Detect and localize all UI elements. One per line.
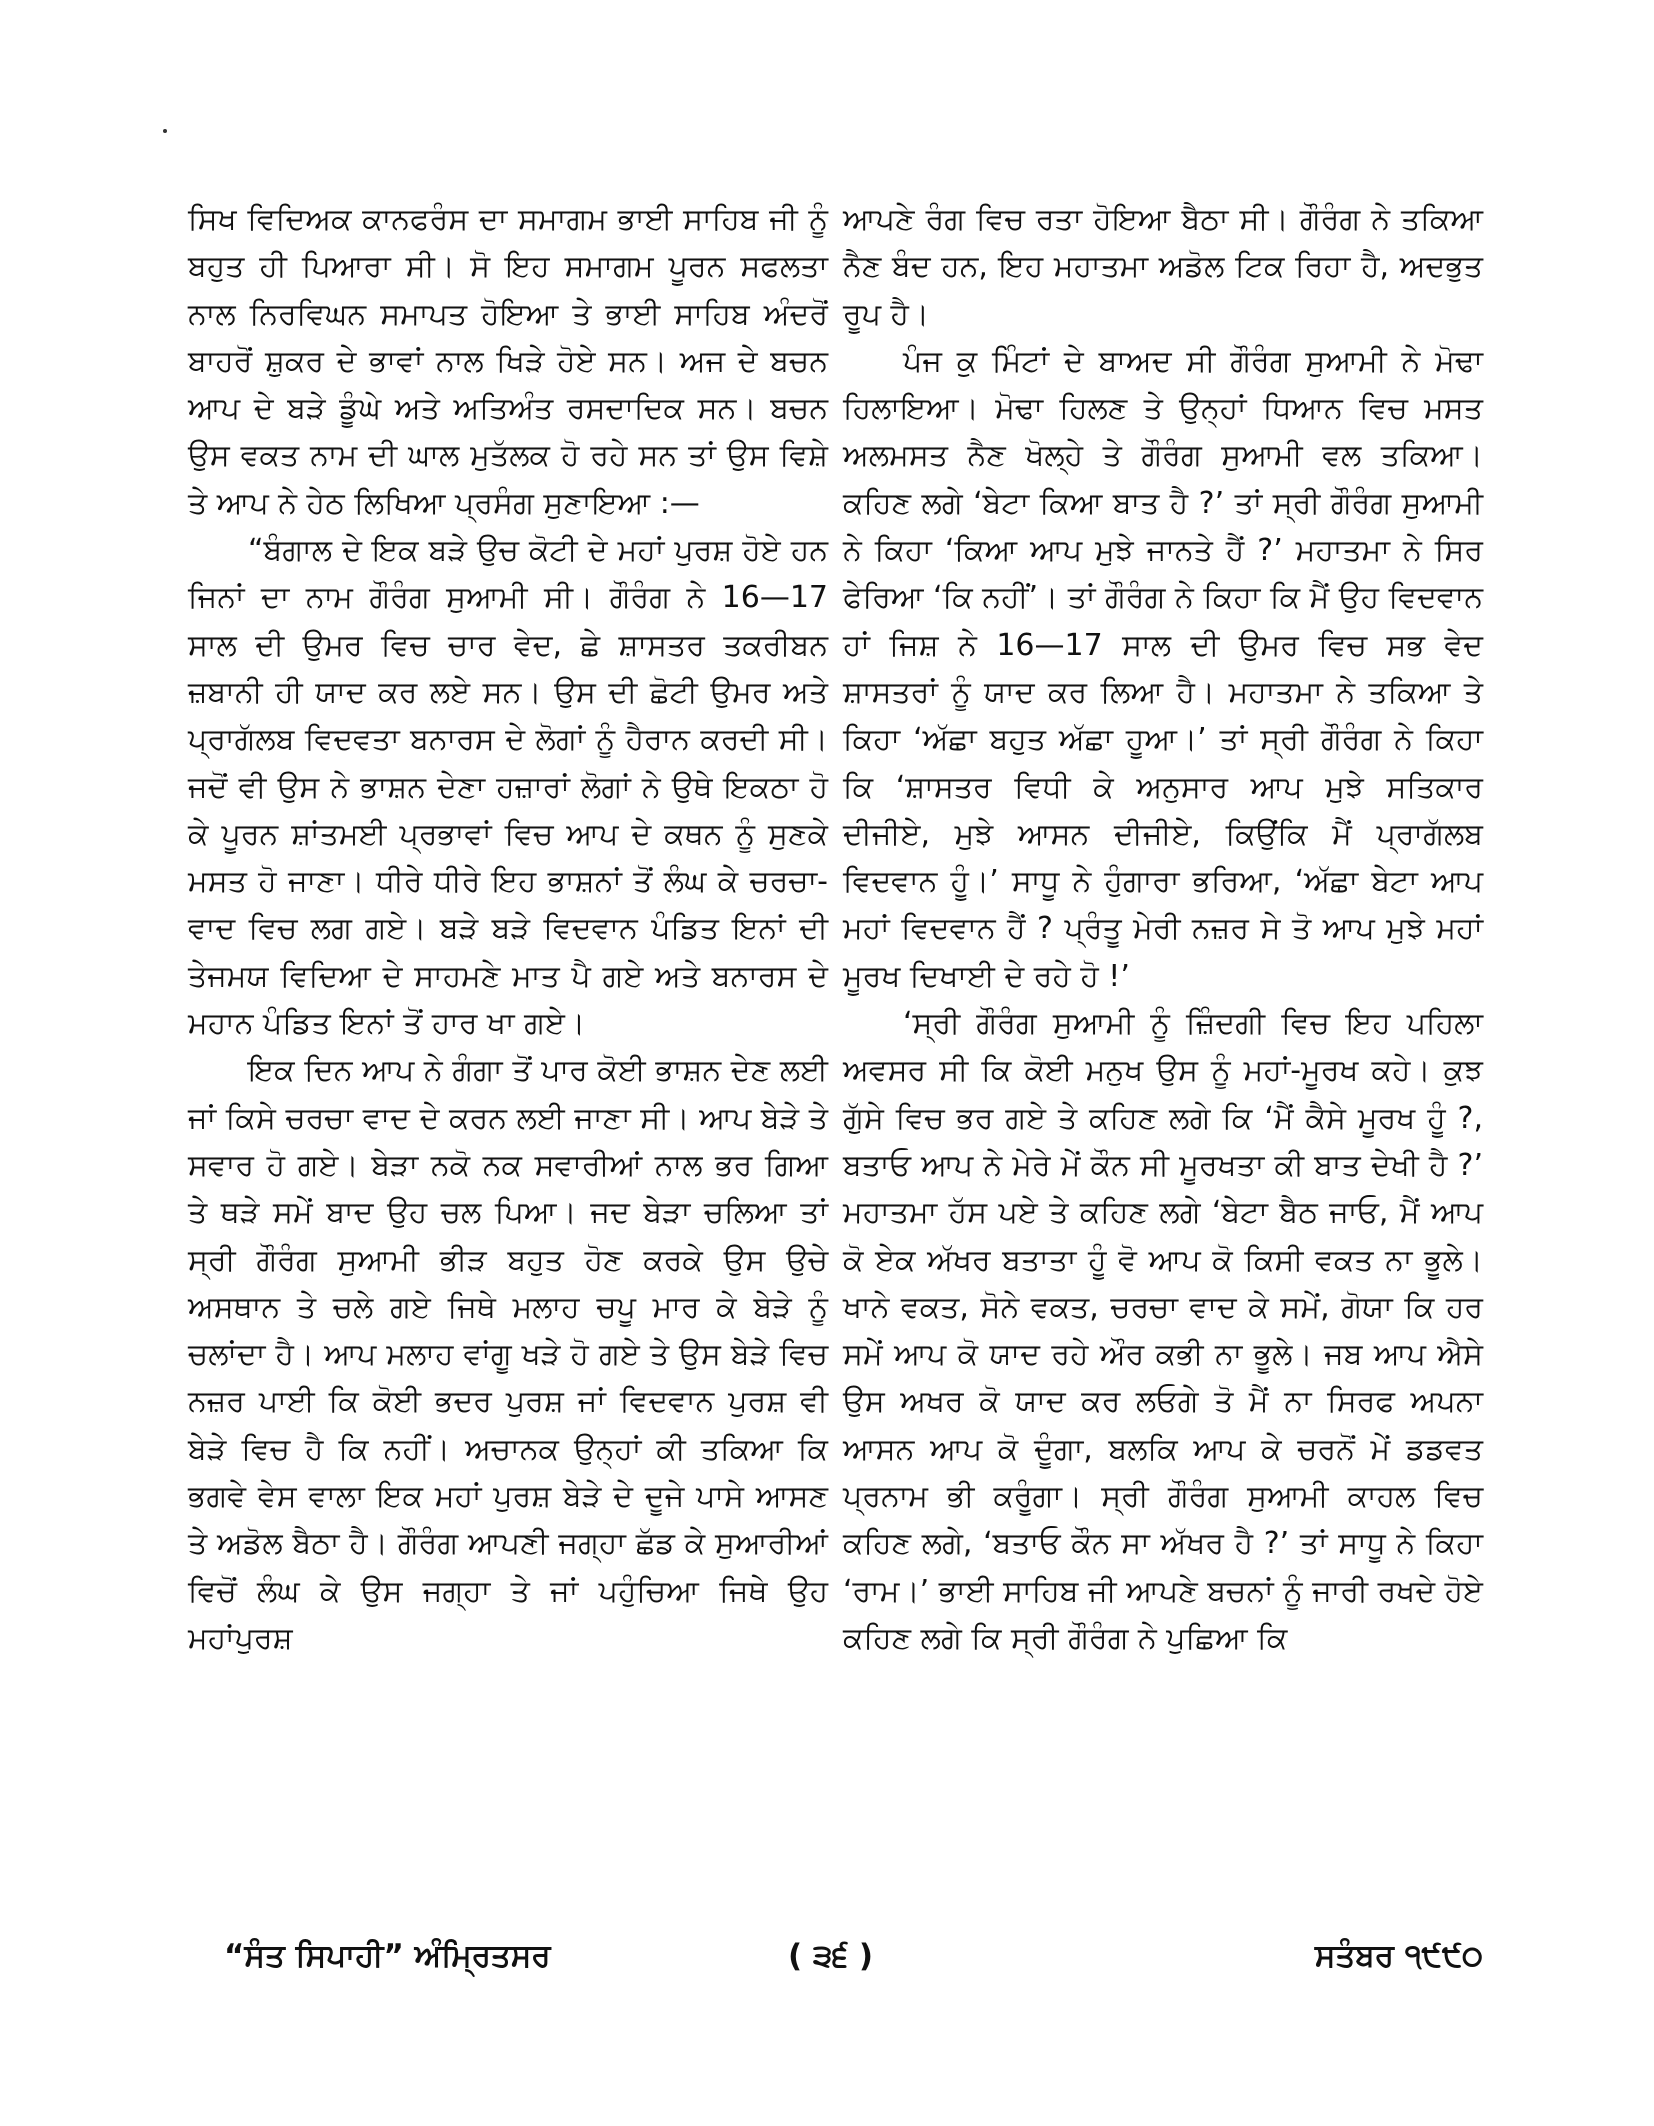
scan-speck: [163, 129, 167, 133]
page-number: ( ੩੬ ): [788, 1938, 873, 1974]
paragraph: ਆਪਣੇ ਰੰਗ ਵਿਚ ਰਤਾ ਹੋਇਆ ਬੈਠਾ ਸੀ। ਗੌਰੰਗ ਨੇ ਤਕਿਆ ਨੈਣ ਬੰਦ ਹਨ, ਇਹ ਮਹਾਤਮਾ ਅਡੋਲ ਟਿਕ ਰਿਹਾ ਹੈ, ਅਦਭੁਤ ਰੂਪ ਹੈ।: [843, 202, 1483, 332]
paragraph: “ਬੰਗਾਲ ਦੇ ਇਕ ਬੜੇ ਉਚ ਕੋਟੀ ਦੇ ਮਹਾਂ ਪੁਰਸ਼ ਹੋਏ ਹਨ ਜਿਨਾਂ ਦਾ ਨਾਮ ਗੌਰੰਗ ਸੁਆਮੀ ਸੀ। ਗੌਰੰਗ ਨੇ 16—17 ਸਾਲ ਦੀ ਉਮਰ ਵਿਚ ਚਾਰ ਵੇਦ, ਛੇ ਸ਼ਾਸਤਰ ਤਕਰੀਬਨ ਜ਼ਬਾਨੀ ਹੀ ਯਾਦ ਕਰ ਲਏ ਸਨ। ਉਸ ਦੀ ਛੋਟੀ ਉਮਰ ਅਤੇ ਪ੍ਰਾਗੱਲਬ ਵਿਦਵਤਾ ਬਨਾਰਸ ਦੇ ਲੋਗਾਂ ਨੂੰ ਹੈਰਾਨ ਕਰਦੀ ਸੀ। ਜਦੋਂ ਵੀ ਉਸ ਨੇ ਭਾਸ਼ਨ ਦੇਣਾ ਹਜ਼ਾਰਾਂ ਲੋਗਾਂ ਨੇ ਉਥੇ ਇਕਠਾ ਹੋ ਕੇ ਪੂਰਨ ਸ਼ਾਂਤਮਈ ਪ੍ਰਭਾਵਾਂ ਵਿਚ ਆਪ ਦੇ ਕਥਨ ਨੂੰ ਸੁਣਕੇ ਮਸਤ ਹੋ ਜਾਣਾ। ਧੀਰੇ ਧੀਰੇ ਇਹ ਭਾਸ਼ਨਾਂ ਤੋਂ ਲੰਘ ਕੇ ਚਰਚਾ-ਵਾਦ ਵਿਚ ਲਗ ਗਏ। ਬੜੇ ਬੜੇ ਵਿਦਵਾਨ ਪੰਡਿਤ ਇਨਾਂ ਦੀ ਤੇਜਮਯ ਵਿਦਿਆ ਦੇ ਸਾਹਮਣੇ ਮਾਤ ਪੈ ਗਏ ਅਤੇ ਬਨਾਰਸ ਦੇ ਮਹਾਨ ਪੰਡਿਤ ਇਨਾਂ ਤੋਂ ਹਾਰ ਖਾ ਗਏ।: [188, 533, 828, 1042]
page-footer: [188, 1938, 1483, 1988]
paragraph: ਪੰਜ ਕੁ ਮਿੰਟਾਂ ਦੇ ਬਾਅਦ ਸੀ ਗੌਰੰਗ ਸੁਆਮੀ ਨੇ ਮੋਢਾ ਹਿਲਾਇਆ। ਮੋਢਾ ਹਿਲਣ ਤੇ ਉਨ੍ਹਾਂ ਧਿਆਨ ਵਿਚ ਮਸਤ ਅਲਮਸਤ ਨੈਣ ਖੋਲ੍ਹੇ ਤੇ ਗੌਰੰਗ ਸੁਆਮੀ ਵਲ ਤਕਿਆ। ਕਹਿਣ ਲਗੇ ‘ਬੇਟਾ ਕਿਆ ਬਾਤ ਹੈ ?’ ਤਾਂ ਸ੍ਰੀ ਗੌਰੰਗ ਸੁਆਮੀ ਨੇ ਕਿਹਾ ‘ਕਿਆ ਆਪ ਮੁਝੇ ਜਾਨਤੇ ਹੈਂ ?’ ਮਹਾਤਮਾ ਨੇ ਸਿਰ ਫੇਰਿਆ ‘ਕਿ ਨਹੀਂ’। ਤਾਂ ਗੌਰੰਗ ਨੇ ਕਿਹਾ ਕਿ ਮੈਂ ਉਹ ਵਿਦਵਾਨ ਹਾਂ ਜਿਸ਼ ਨੇ 16—17 ਸਾਲ ਦੀ ਉਮਰ ਵਿਚ ਸਭ ਵੇਦ ਸ਼ਾਸਤਰਾਂ ਨੂੰ ਯਾਦ ਕਰ ਲਿਆ ਹੈ। ਮਹਾਤਮਾ ਨੇ ਤਕਿਆ ਤੇ ਕਿਹਾ ‘ਅੱਛਾ ਬਹੁਤ ਅੱਛਾ ਹੂਆ।’ ਤਾਂ ਸ੍ਰੀ ਗੌਰੰਗ ਨੇ ਕਿਹਾ ਕਿ ‘ਸ਼ਾਸਤਰ ਵਿਧੀ ਕੇ ਅਨੁਸਾਰ ਆਪ ਮੁਝੇ ਸਤਿਕਾਰ ਦੀਜੀਏ, ਮੁਝੇ ਆਸਨ ਦੀਜੀਏ, ਕਿਉਂਕਿ ਮੈਂ ਪ੍ਰਾਗੱਲਬ ਵਿਦਵਾਨ ਹੂੰ।’ ਸਾਧੂ ਨੇ ਹੁੰਗਾਰਾ ਭਰਿਆ, ‘ਅੱਛਾ ਬੇਟਾ ਆਪ ਮਹਾਂ ਵਿਦਵਾਨ ਹੈਂ ? ਪ੍ਰੰਤੂ ਮੇਰੀ ਨਜ਼ਰ ਸੇ ਤੋ ਆਪ ਮੁਝੇ ਮਹਾਂ ਮੂਰਖ ਦਿਖਾਈ ਦੇ ਰਹੇ ਹੋ !’: [843, 343, 1483, 994]
paragraph: ਇਕ ਦਿਨ ਆਪ ਨੇ ਗੰਗਾ ਤੋਂ ਪਾਰ ਕੋਈ ਭਾਸ਼ਨ ਦੇਣ ਲਈ ਜਾਂ ਕਿਸੇ ਚਰਚਾ ਵਾਦ ਦੇ ਕਰਨ ਲਈ ਜਾਣਾ ਸੀ। ਆਪ ਬੇੜੇ ਤੇ ਸਵਾਰ ਹੋ ਗਏ। ਬੇੜਾ ਨਕੋ ਨਕ ਸਵਾਰੀਆਂ ਨਾਲ ਭਰ ਗਿਆ ਤੇ ਥੜੇ ਸਮੇਂ ਬਾਦ ਉਹ ਚਲ ਪਿਆ। ਜਦ ਬੇੜਾ ਚਲਿਆ ਤਾਂ ਸ੍ਰੀ ਗੌਰੰਗ ਸੁਆਮੀ ਭੀੜ ਬਹੁਤ ਹੋਣ ਕਰਕੇ ਉਸ ਉਚੇ ਅਸਥਾਨ ਤੇ ਚਲੇ ਗਏ ਜਿਥੇ ਮਲਾਹ ਚਪੂ ਮਾਰ ਕੇ ਬੇੜੇ ਨੂੰ ਚਲਾਂਦਾ ਹੈ। ਆਪ ਮਲਾਹ ਵਾਂਗੂ ਖੜੇ ਹੋ ਗਏ ਤੇ ਉਸ ਬੇੜੇ ਵਿਚ ਨਜ਼ਰ ਪਾਈ ਕਿ ਕੋਈ ਭਦਰ ਪੁਰਸ਼ ਜਾਂ ਵਿਦਵਾਨ ਪੁਰਸ਼ ਵੀ ਬੇੜੇ ਵਿਚ ਹੈ ਕਿ ਨਹੀਂ। ਅਚਾਨਕ ਉਨ੍ਹਾਂ ਕੀ ਤਕਿਆ ਕਿ ਭਗਵੇ ਵੇਸ ਵਾਲਾ ਇਕ ਮਹਾਂ ਪੁਰਸ਼ ਬੇੜੇ ਦੇ ਦੂਜੇ ਪਾਸੇ ਆਸਣ ਤੇ ਅਡੋਲ ਬੈਠਾ ਹੈ। ਗੌਰੰਗ ਆਪਣੀ ਜਗ੍ਹਾ ਛੱਡ ਕੇ ਸੁਆਰੀਆਂ ਵਿਚੋਂ ਲੰਘ ਕੇ ਉਸ ਜਗ੍ਹਾ ਤੇ ਜਾਂ ਪਹੁੰਚਿਆ ਜਿਥੇ ਉਹ ਮਹਾਂਪੁਰਸ਼: [188, 1053, 828, 1656]
right-column: [843, 196, 1483, 1662]
magazine-name: “ਸੰਤ ਸਿਪਾਹੀ” ਅੰਮ੍ਰਿਤਸਰ: [224, 1938, 551, 1974]
left-column: [188, 196, 828, 1662]
issue-date: ਸਤੰਬਰ ੧੯੯੦: [1314, 1938, 1483, 1974]
paragraph: ਸਿਖ ਵਿਦਿਅਕ ਕਾਨਫਰੰਸ ਦਾ ਸਮਾਗਮ ਭਾਈ ਸਾਹਿਬ ਜੀ ਨੂੰ ਬਹੁਤ ਹੀ ਪਿਆਰਾ ਸੀ। ਸੋ ਇਹ ਸਮਾਗਮ ਪੂਰਨ ਸਫਲਤਾ ਨਾਲ ਨਿਰਵਿਘਨ ਸਮਾਪਤ ਹੋਇਆ ਤੇ ਭਾਈ ਸਾਹਿਬ ਅੰਦਰੋਂ ਬਾਹਰੋਂ ਸ਼ੁਕਰ ਦੇ ਭਾਵਾਂ ਨਾਲ ਖਿੜੇ ਹੋਏ ਸਨ। ਅਜ ਦੇ ਬਚਨ ਆਪ ਦੇ ਬੜੇ ਡੂੰਘੇ ਅਤੇ ਅਤਿਅੰਤ ਰਸਦਾਦਿਕ ਸਨ। ਬਚਨ ਉਸ ਵਕਤ ਨਾਮ ਦੀ ਘਾਲ ਮੁਤੱਲਕ ਹੋ ਰਹੇ ਸਨ ਤਾਂ ਉਸ ਵਿਸ਼ੇ ਤੇ ਆਪ ਨੇ ਹੇਠ ਲਿਖਿਆ ਪ੍ਰਸੰਗ ਸੁਣਾਇਆ :—: [188, 202, 828, 521]
paragraph: ‘ਸ੍ਰੀ ਗੌਰੰਗ ਸੁਆਮੀ ਨੂੰ ਜ਼ਿੰਦਗੀ ਵਿਚ ਇਹ ਪਹਿਲਾ ਅਵਸਰ ਸੀ ਕਿ ਕੋਈ ਮਨੁਖ ਉਸ ਨੂੰ ਮਹਾਂ-ਮੂਰਖ ਕਹੇ। ਕੁਝ ਗੁੱਸੇ ਵਿਚ ਭਰ ਗਏ ਤੇ ਕਹਿਣ ਲਗੇ ਕਿ ‘ਮੈਂ ਕੈਸੇ ਮੂਰਖ ਹੂੰ ?, ਬਤਾਓ ਆਪ ਨੇ ਮੇਰੇ ਮੇਂ ਕੌਨ ਸੀ ਮੂਰਖਤਾ ਕੀ ਬਾਤ ਦੇਖੀ ਹੈ ?’ ਮਹਾਤਮਾ ਹੱਸ ਪਏ ਤੇ ਕਹਿਣ ਲਗੇ ‘ਬੇਟਾ ਬੈਠ ਜਾਓ, ਮੈਂ ਆਪ ਕੋ ਏਕ ਅੱਖਰ ਬਤਾਤਾ ਹੂੰ ਵੋ ਆਪ ਕੋ ਕਿਸੀ ਵਕਤ ਨਾ ਭੂਲੇ। ਖਾਨੇ ਵਕਤ, ਸੋਨੇ ਵਕਤ, ਚਰਚਾ ਵਾਦ ਕੇ ਸਮੇਂ, ਗੋਯਾ ਕਿ ਹਰ ਸਮੇਂ ਆਪ ਕੋ ਯਾਦ ਰਹੇ ਔਰ ਕਭੀ ਨਾ ਭੂਲੇ। ਜਬ ਆਪ ਐਸੇ ਉਸ ਅਖਰ ਕੋ ਯਾਦ ਕਰ ਲਓਗੇ ਤੋ ਮੈਂ ਨਾ ਸਿਰਫ ਅਪਨਾ ਆਸਨ ਆਪ ਕੋ ਦੂੰਗਾ, ਬਲਕਿ ਆਪ ਕੇ ਚਰਨੋਂ ਮੇਂ ਡਡਵਤ ਪ੍ਰਨਾਮ ਭੀ ਕਰੂੰਗਾ। ਸ੍ਰੀ ਗੌਰੰਗ ਸੁਆਮੀ ਕਾਹਲ ਵਿਚ ਕਹਿਣ ਲਗੇ, ‘ਬਤਾਓ ਕੌਨ ਸਾ ਅੱਖਰ ਹੈ ?’ ਤਾਂ ਸਾਧੂ ਨੇ ਕਿਹਾ ‘ਰਾਮ।’ ਭਾਈ ਸਾਹਿਬ ਜੀ ਆਪਣੇ ਬਚਨਾਂ ਨੂੰ ਜਾਰੀ ਰਖਦੇ ਹੋਏ ਕਹਿਣ ਲਗੇ ਕਿ ਸ੍ਰੀ ਗੌਰੰਗ ਨੇ ਪੁਛਿਆ ਕਿ: [843, 1006, 1483, 1656]
